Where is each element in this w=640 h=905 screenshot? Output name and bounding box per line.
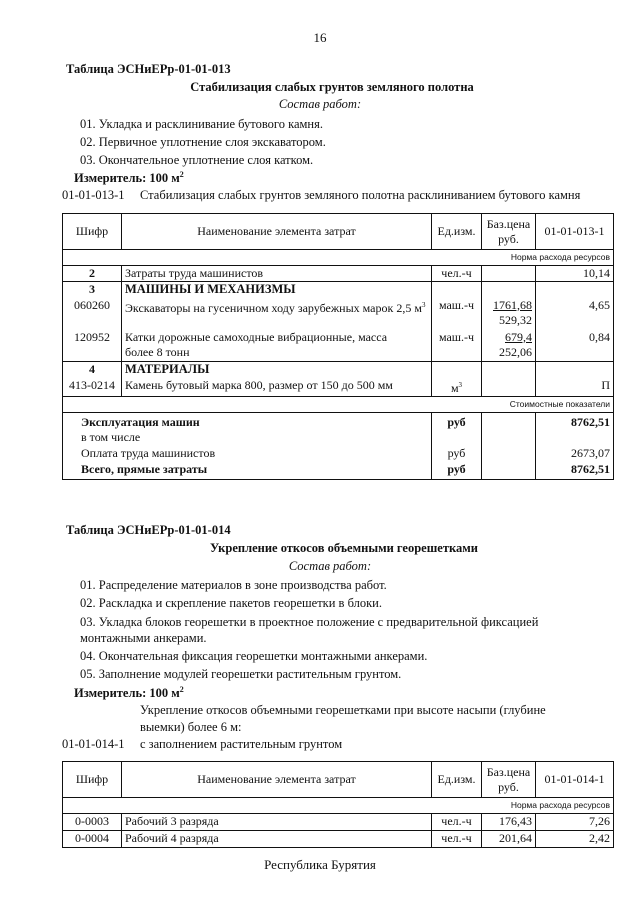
table-row: [63, 814, 614, 831]
col-header-name: Наименование элемента затрат: [122, 762, 432, 798]
row-code: 4: [63, 362, 122, 378]
work-item: 02. Первичное уплотнение слоя экскаватором.: [80, 135, 326, 149]
row-unit: чел.-ч: [432, 814, 482, 831]
cost-label: Стоимостные показатели: [482, 396, 614, 412]
row-code: 120952: [63, 330, 122, 362]
row-price: 176,43: [482, 814, 536, 831]
resource-table-013: [62, 213, 614, 480]
measure-014: Измеритель: 100 $м^2$: [74, 685, 184, 701]
row-price: 679,4 252,06: [482, 330, 536, 362]
col-header-cipher: Шифр: [63, 762, 122, 798]
work-item: 01. Распределение материалов в зоне производства работ.: [80, 578, 387, 592]
col-header-cipher: Шифр: [63, 214, 122, 250]
work-item: 05. Заполнение модулей георешетки растительным грунтом.: [80, 667, 402, 681]
page-number: 16: [313, 30, 327, 45]
col-header-unit: Ед.изм.: [432, 762, 482, 798]
cost-row-label: в том числе: [63, 430, 432, 446]
table-014-heading: Таблица ЭСНиЕРр-01-01-014: [66, 523, 231, 537]
row-name: Затраты труда машинистов: [122, 266, 432, 282]
table-row: [63, 831, 614, 848]
row-value: 7,26: [536, 814, 614, 831]
row-unit: маш.-ч: [432, 330, 482, 362]
table-013-title: Стабилизация слабых грунтов земляного полотна: [190, 80, 474, 94]
work-item: 04. Окончательная фиксация георешетки монтажными анкерами.: [80, 649, 428, 663]
col-header-unit: Ед.изм.: [432, 214, 482, 250]
row-code: 060260: [63, 298, 122, 330]
row-code: 413-0214: [63, 378, 122, 397]
table-013-subtitle: Состав работ:: [278, 97, 362, 111]
col-header-name: Наименование элемента затрат: [122, 214, 432, 250]
work-item: 02. Раскладка и скрепление пакетов георешетки в блоки.: [80, 596, 382, 610]
row-value: 2,42: [536, 831, 614, 848]
table-014-description: Укрепление откосов объемными георешетками при высоте насыпи (глубине выемки) более 6 м:: [140, 703, 546, 734]
cost-row-label: Эксплуатация машин: [63, 412, 432, 430]
work-item: 03. Окончательное уплотнение слоя катком.: [80, 153, 314, 167]
col-header-code: 01-01-014-1: [536, 762, 614, 798]
row-unit: $м^3$: [432, 378, 482, 397]
row-unit: чел.-ч: [432, 831, 482, 848]
row-value: 0,84: [536, 330, 614, 362]
col-header-price: Баз.цена руб.: [482, 762, 536, 798]
norm-label: Норма расхода ресурсов: [482, 798, 614, 814]
table-014-subtitle: Состав работ:: [288, 559, 372, 573]
cost-row-label: Всего, прямые затраты: [63, 462, 432, 479]
row-code: 0-0004: [63, 831, 122, 848]
section-title: МАТЕРИАЛЫ: [122, 362, 432, 378]
row-code: 0-0003: [63, 814, 122, 831]
cost-row-unit: руб: [432, 446, 482, 462]
row-value: 4,65: [536, 298, 614, 330]
measure-013: Измеритель: 100 $м^2$: [74, 170, 184, 186]
cost-row-value: 2673,07: [536, 446, 614, 462]
section-title: МАШИНЫ И МЕХАНИЗМЫ: [122, 282, 432, 298]
cost-row-unit: руб: [432, 462, 482, 479]
cost-row-value: 8762,51: [536, 412, 614, 430]
row-name: Экскаваторы на гусеничном ходу зарубежных марок 2,5 $м^3$: [122, 298, 432, 330]
row-name: Катки дорожные самоходные вибрационные, масса более 8 тонн: [122, 330, 432, 362]
row-value: П: [536, 378, 614, 397]
row-value: 10,14: [536, 266, 614, 282]
row-code: 3: [63, 282, 122, 298]
row-price: 1761,68 529,32: [482, 298, 536, 330]
row-name: Камень бутовый марка 800, размер от 150 до 500 мм: [122, 378, 432, 397]
row-code: 2: [63, 266, 122, 282]
norm-label: Норма расхода ресурсов: [482, 250, 614, 266]
work-item: 01. Укладка и расклинивание бутового камня.: [80, 117, 323, 131]
resource-table-014: [62, 761, 614, 848]
table-014-title: Укрепление откосов объемными георешетками: [210, 541, 478, 555]
cost-row-value: 8762,51: [536, 462, 614, 479]
work-item: 03. Укладка блоков георешетки в проектное положение с предварительной фиксацией монтажными анкерами.: [80, 615, 539, 645]
row-name: Рабочий 3 разряда: [122, 814, 432, 831]
row-price: 201,64: [482, 831, 536, 848]
col-header-price: Баз.цена руб.: [482, 214, 536, 250]
code-line-014: 01-01-014-1 с заполнением растительным грунтом: [62, 737, 343, 751]
row-unit: маш.-ч: [432, 298, 482, 330]
col-header-code: 01-01-013-1: [536, 214, 614, 250]
code-line-013: 01-01-013-1 Стабилизация слабых грунтов земляного полотна расклиниванием бутового камня: [62, 188, 581, 202]
cost-row-label: Оплата труда машинистов: [63, 446, 432, 462]
page-footer: Республика Бурятия: [264, 857, 376, 872]
table-013-heading: Таблица ЭСНиЕРр-01-01-013: [66, 62, 231, 76]
cost-row-unit: руб: [432, 412, 482, 430]
row-name: Рабочий 4 разряда: [122, 831, 432, 848]
row-unit: чел.-ч: [432, 266, 482, 282]
